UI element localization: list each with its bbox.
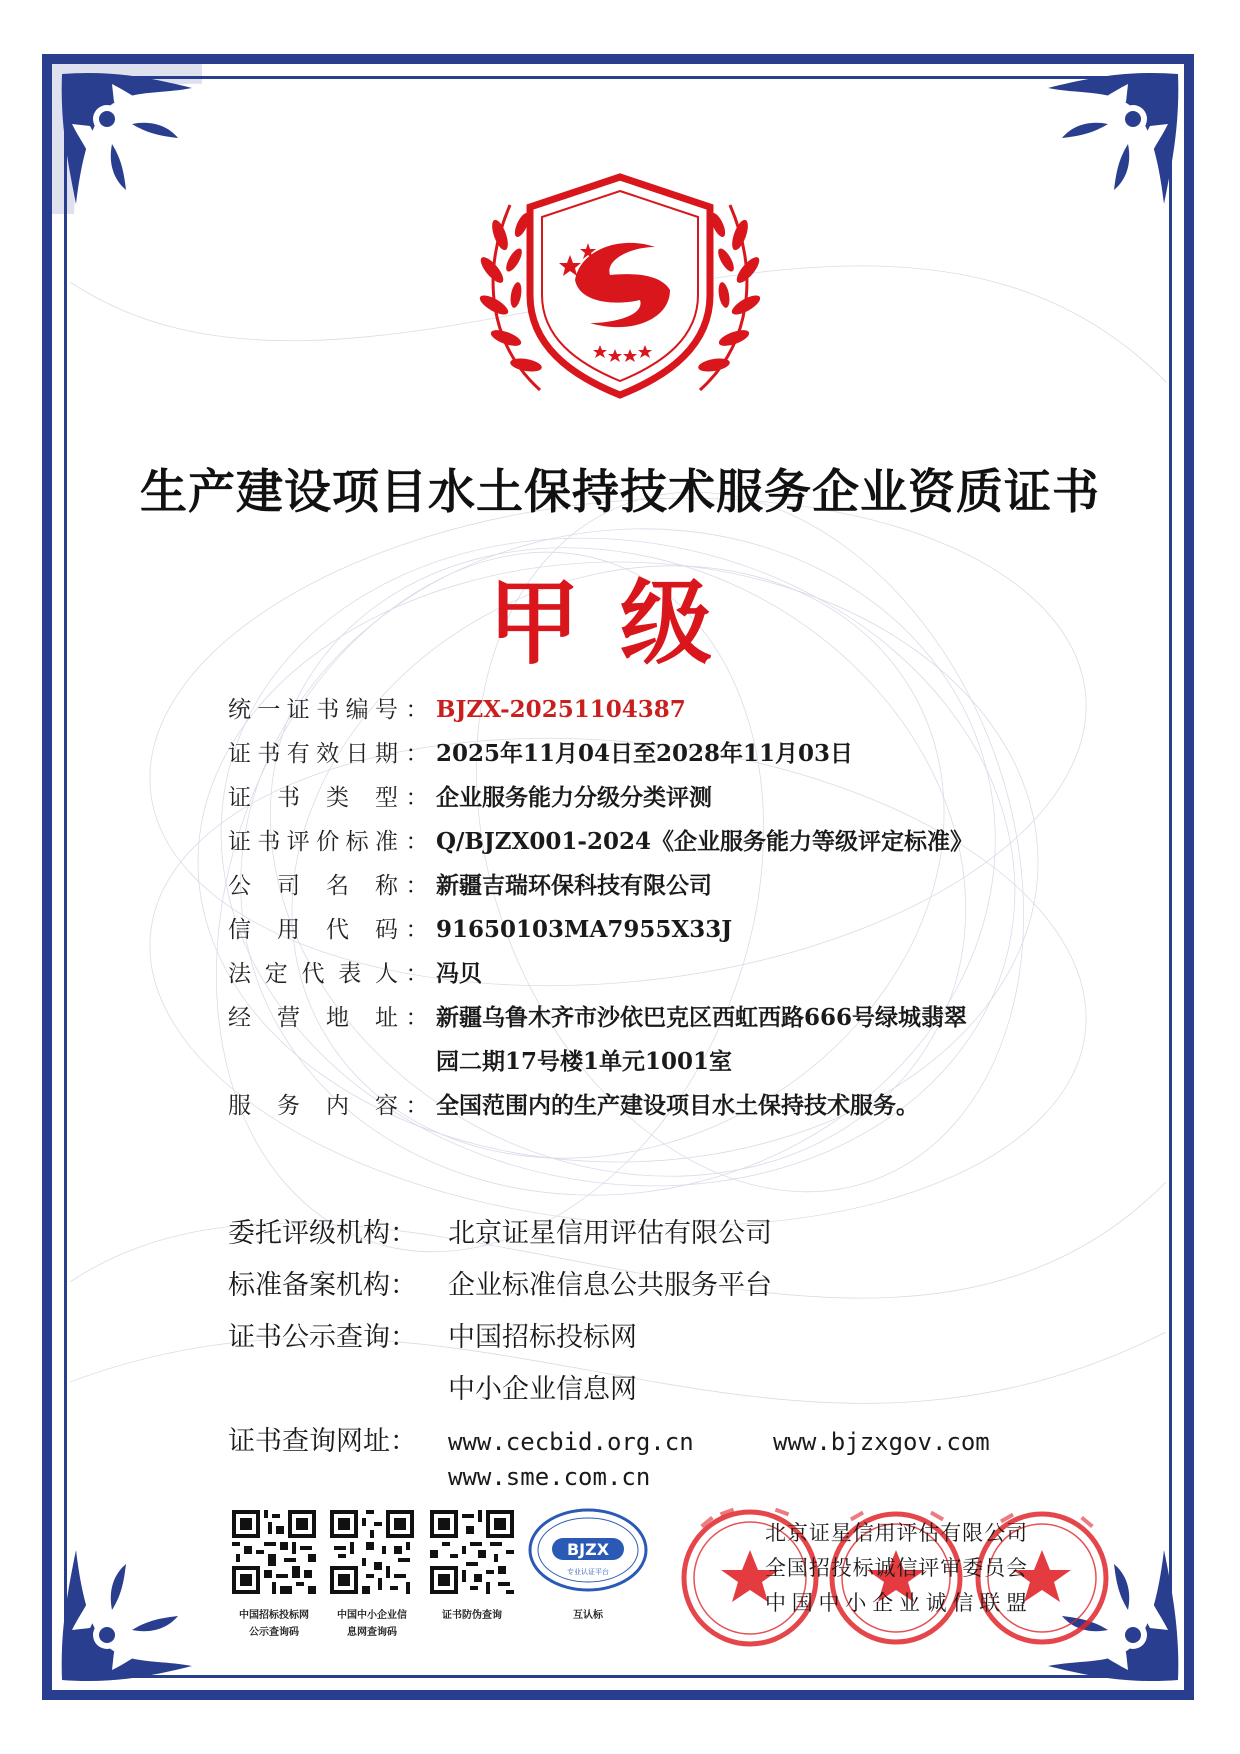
certificate-type: 企业服务能力分级分类评测 [436, 784, 712, 811]
field-label: 经营地址 [228, 1005, 398, 1031]
corner-ornament-icon [1038, 64, 1188, 214]
certificate-grade: 甲级 [487, 569, 752, 677]
certificate-number: BJZX-20251104387 [436, 696, 686, 723]
badge-caption: 互认标 [573, 1610, 603, 1621]
company-name: 新疆吉瑞环保科技有限公司 [436, 872, 712, 899]
issuer-name: 北京证星信用评估有限公司 [765, 1521, 1027, 1545]
qr-code-icon[interactable] [430, 1510, 514, 1594]
badge-text: BJZX [566, 1540, 610, 1559]
bjzx-badge-icon [528, 1508, 648, 1592]
issuer-name: 全国招投标诚信评审委员会 [765, 1556, 1027, 1580]
field-colon: ： [405, 917, 429, 943]
field-row [228, 776, 1048, 820]
field-row [228, 820, 1048, 864]
qr-code-icon[interactable] [232, 1510, 316, 1594]
field-colon: ： [405, 1005, 429, 1031]
qr-caption: 中国招标投标网 公示查询码 [239, 1610, 309, 1638]
field-colon: ： [405, 1093, 429, 1119]
agency-row [228, 1312, 1068, 1364]
qr-caption: 证书防伪查询 [442, 1610, 502, 1621]
qr-caption: 中国中小企业信 息网查询码 [337, 1610, 407, 1638]
certificate-title: 生产建设项目水土保持技术服务企业资质证书 [140, 465, 1100, 520]
filing-agency-value: 企业标准信息公共服务平台 [448, 1270, 772, 1301]
publicity-label: 证书公示查询： [228, 1322, 417, 1353]
field-label: 服务内容 [228, 1093, 398, 1119]
field-label: 证书评价标准 [228, 829, 398, 855]
rating-agency-value: 北京证星信用评估有限公司 [448, 1218, 772, 1249]
publicity-value-2: 中小企业信息网 [448, 1374, 637, 1405]
field-label: 证书类型 [228, 785, 398, 811]
field-colon: ： [405, 741, 429, 767]
field-row [228, 952, 1048, 996]
field-colon: ： [405, 873, 429, 899]
field-label: 证书有效日期 [228, 741, 398, 767]
qr-code-icon[interactable] [330, 1510, 414, 1594]
field-label: 法定代表人 [228, 961, 398, 987]
agency-row [228, 1208, 1068, 1260]
url-link-1[interactable]: www.cecbid.org.cn [448, 1428, 694, 1456]
url-link-3[interactable]: www.sme.com.cn [448, 1463, 651, 1491]
url-link-2[interactable]: www.bjzxgov.com [773, 1428, 990, 1456]
validity-period: 2025年11月04日至2028年11月03日 [436, 740, 854, 767]
field-row [228, 732, 1048, 776]
credit-code: 91650103MA7955X33J [436, 916, 733, 943]
agency-row [228, 1416, 1068, 1494]
corner-ornament-icon [52, 64, 202, 214]
field-row [228, 864, 1048, 908]
issuer-name: 中国中小企业诚信联盟 [765, 1591, 1027, 1615]
field-row [228, 688, 1048, 732]
corner-ornament-icon [52, 1540, 202, 1690]
shield-laurel-emblem-icon [470, 155, 770, 415]
field-colon: ： [405, 785, 429, 811]
field-row [228, 1040, 1048, 1084]
evaluation-standard: Q/BJZX001-2024《企业服务能力等级评定标准》 [436, 828, 973, 855]
publicity-value-1: 中国招标投标网 [448, 1322, 637, 1353]
filing-agency-label: 标准备案机构： [228, 1270, 417, 1301]
field-row [228, 908, 1048, 952]
agency-row [228, 1364, 1068, 1416]
rating-agency-label: 委托评级机构： [228, 1218, 417, 1249]
business-address-line2: 园二期17号楼1单元1001室 [436, 1048, 733, 1075]
url-label: 证书查询网址： [228, 1426, 417, 1457]
field-label: 统一证书编号 [228, 697, 398, 723]
field-label: 公司名称 [228, 873, 398, 899]
field-colon: ： [405, 961, 429, 987]
service-scope: 全国范围内的生产建设项目水土保持技术服务。 [436, 1092, 919, 1119]
agency-info [228, 1208, 1068, 1494]
field-row [228, 1084, 1048, 1128]
certificate-fields [228, 688, 1048, 1128]
field-label: 信用代码 [228, 917, 398, 943]
field-row [228, 996, 1048, 1040]
business-address: 新疆乌鲁木齐市沙依巴克区西虹西路666号绿城翡翠 [436, 1004, 968, 1031]
issuer-names [765, 1516, 1027, 1621]
agency-row [228, 1260, 1068, 1312]
legal-representative: 冯贝 [436, 960, 482, 987]
badge-sub: 专业认证平台 [567, 1568, 609, 1576]
field-colon: ： [405, 697, 429, 723]
field-colon: ： [405, 829, 429, 855]
